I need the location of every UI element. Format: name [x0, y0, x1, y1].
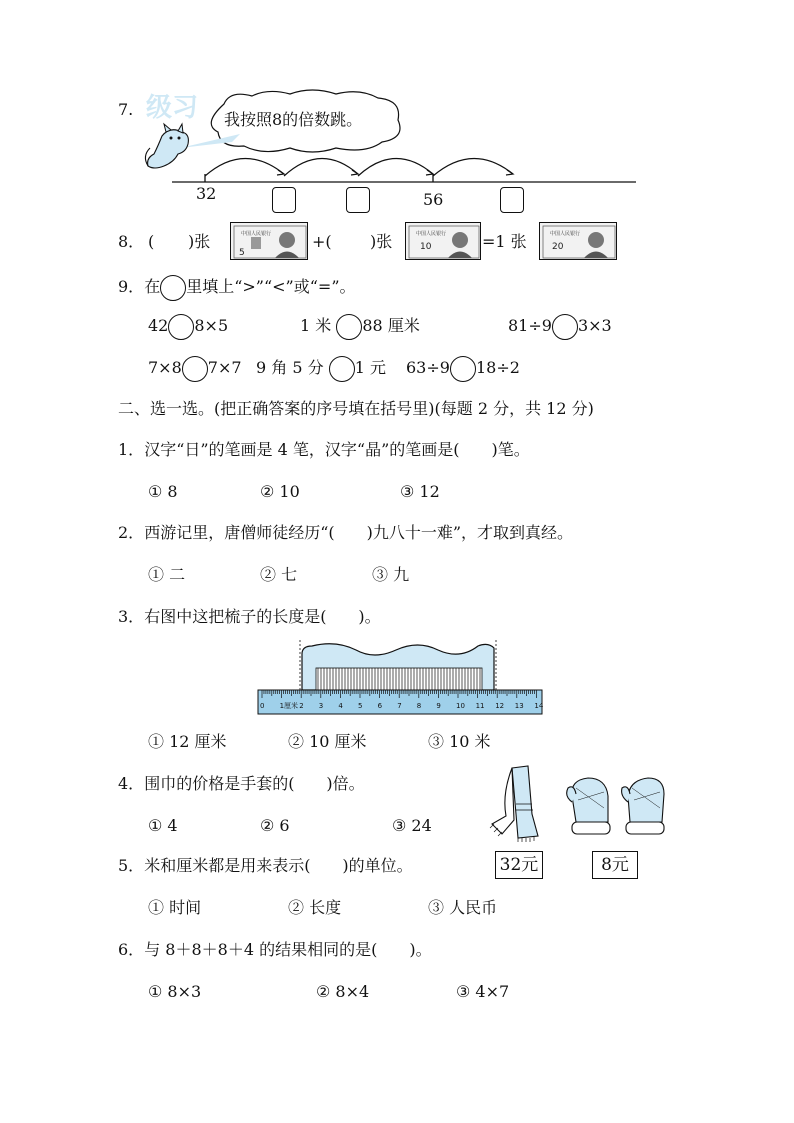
compare-right: 1 元 — [354, 358, 386, 377]
question-3 — [118, 607, 381, 627]
question-number: 2． — [118, 523, 145, 542]
question-text: 汉字“日”的笔画是 4 笔，汉字“晶”的笔画是( )笔。 — [144, 440, 530, 459]
question-text: 右图中这把梳子的长度是( )。 — [144, 607, 381, 626]
q9-prompt-end: 里填上“>”“<”或“=”。 — [186, 277, 356, 296]
left-mitten — [567, 778, 610, 834]
speech-bubble-text: 我按照8的倍数跳。 — [224, 110, 363, 129]
q4-option-1[interactable]: ① 4 — [148, 816, 178, 835]
q5-option-2[interactable]: ② 长度 — [288, 898, 342, 917]
ruler-label: 7 — [397, 702, 402, 710]
ruler-label: 1厘米 — [279, 702, 299, 710]
q1-option-2[interactable]: ② 10 — [260, 482, 300, 501]
q6-option-1[interactable]: ① 8×3 — [148, 982, 202, 1001]
jump-arc-2 — [284, 158, 358, 176]
emblem-icon — [251, 237, 261, 249]
q8-plus: +( — [312, 232, 332, 251]
banknote-5-yuan — [230, 222, 308, 260]
ruler-label: 9 — [436, 702, 441, 710]
jump-arc-4 — [433, 158, 513, 176]
ruler-label: 3 — [318, 702, 324, 710]
compare-item-1 — [148, 313, 228, 340]
compare-left: 9 角 5 分 — [256, 358, 324, 377]
q8-unit-2: )张 — [370, 232, 393, 251]
compare-right: 3×3 — [577, 316, 612, 335]
answer-box-3[interactable] — [500, 187, 524, 213]
q8-open-paren-1: ( — [148, 232, 155, 251]
compare-right: 8×5 — [194, 316, 229, 335]
answer-box-2[interactable] — [346, 187, 370, 213]
question-text: 围巾的价格是手套的( )倍。 — [144, 774, 365, 793]
ruler — [258, 690, 544, 714]
answer-box-1[interactable] — [272, 187, 296, 213]
question-5 — [118, 856, 413, 876]
compare-left: 7×8 — [148, 358, 182, 377]
compare-item-6 — [406, 355, 520, 382]
scarf-icon — [488, 764, 546, 842]
q9-prompt-start: 在 — [144, 277, 161, 296]
comb-and-ruler-figure — [256, 640, 546, 718]
q4-option-3[interactable]: ③ 24 — [392, 816, 432, 835]
compare-item-2 — [300, 313, 420, 340]
jump-arc-1 — [205, 158, 284, 176]
q8-equals: =1 张 — [482, 232, 527, 251]
q8-unit-1: )张 — [188, 232, 211, 251]
question-text: 与 8＋8＋8＋4 的结果相同的是( )。 — [144, 940, 432, 959]
right-mitten — [622, 778, 664, 834]
banknote-10-yuan — [405, 222, 481, 260]
ruler-label: 5 — [358, 702, 363, 710]
example-circle — [160, 275, 186, 301]
svg-text:中国人民银行: 中国人民银行 — [416, 231, 447, 237]
q4-option-2[interactable]: ② 6 — [260, 816, 290, 835]
gloves-price-tag: 8元 — [592, 851, 638, 879]
compare-right: 18÷2 — [475, 358, 520, 377]
ruler-label: 10 — [456, 702, 465, 710]
q2-option-1[interactable]: ① 二 — [148, 565, 186, 584]
question-1 — [118, 440, 530, 460]
question-text: 米和厘米都是用来表示( )的单位。 — [144, 856, 413, 875]
svg-text:中国人民银行: 中国人民银行 — [550, 231, 581, 237]
portrait-icon — [588, 232, 604, 248]
compare-left: 81÷9 — [508, 316, 552, 335]
q1-option-1[interactable]: ① 8 — [148, 482, 178, 501]
compare-right: 88 厘米 — [362, 316, 420, 335]
ruler-label: 0 — [260, 702, 265, 710]
tick-label-32: 32 — [196, 184, 217, 203]
question-number: 3． — [118, 607, 145, 626]
comb-icon — [302, 644, 494, 690]
ruler-label: 13 — [514, 702, 524, 710]
q5-option-1[interactable]: ① 时间 — [148, 898, 202, 917]
compare-circle-4[interactable] — [182, 356, 208, 382]
q3-option-2[interactable]: ② 10 厘米 — [288, 732, 367, 751]
scarf-price-tag: 32元 — [495, 851, 543, 879]
ruler-label: 2 — [299, 702, 304, 710]
compare-left: 1 米 — [300, 316, 332, 335]
banknote-20-yuan — [539, 222, 617, 260]
q8-number: 8． — [118, 232, 145, 251]
ruler-label: 14 — [534, 702, 544, 710]
q6-option-2[interactable]: ② 8×4 — [316, 982, 370, 1001]
denomination-label: 10 — [420, 242, 432, 252]
tick-label-56: 56 — [423, 190, 444, 209]
q2-option-3[interactable]: ③ 九 — [372, 565, 410, 584]
compare-circle-1[interactable] — [168, 314, 194, 340]
q6-option-3[interactable]: ③ 4×7 — [456, 982, 510, 1001]
ruler-label: 4 — [338, 702, 343, 710]
q2-option-2[interactable]: ② 七 — [260, 565, 298, 584]
question-4 — [118, 774, 365, 794]
q9-instruction — [118, 274, 356, 301]
question-number: 6． — [118, 940, 145, 959]
q5-option-3[interactable]: ③ 人民币 — [428, 898, 498, 917]
q3-option-1[interactable]: ① 12 厘米 — [148, 732, 227, 751]
question-2 — [118, 523, 573, 543]
compare-circle-5[interactable] — [329, 356, 355, 382]
question-6 — [118, 940, 432, 960]
compare-circle-6[interactable] — [450, 356, 476, 382]
question-number: 4． — [118, 774, 145, 793]
compare-item-4 — [148, 355, 242, 382]
ruler-label: 12 — [495, 702, 505, 710]
jump-arc-3 — [358, 158, 433, 176]
question-number: 5． — [118, 856, 145, 875]
section-2-heading: 二、选一选。(把正确答案的序号填在括号里)(每题 2 分，共 12 分) — [118, 399, 594, 418]
q7-number: 7. — [118, 100, 134, 119]
ruler-label: 6 — [377, 702, 383, 710]
compare-right: 7×7 — [207, 358, 242, 377]
q1-option-3[interactable]: ③ 12 — [400, 482, 440, 501]
q3-option-3[interactable]: ③ 10 米 — [428, 732, 491, 751]
denomination-label: 20 — [552, 242, 564, 252]
question-text: 西游记里，唐僧师徒经历“( )九八十一难”，才取到真经。 — [144, 523, 574, 542]
ruler-label: 11 — [475, 702, 485, 710]
portrait-icon — [452, 232, 468, 248]
number-line — [160, 148, 640, 208]
svg-text:中国人民银行: 中国人民银行 — [241, 231, 272, 237]
mittens-icon — [564, 776, 672, 838]
ruler-label: 8 — [416, 702, 422, 710]
compare-left: 63÷9 — [406, 358, 450, 377]
compare-item-5 — [256, 355, 386, 382]
decorative-logo-text: 级习 — [146, 93, 199, 123]
denomination-label: 5 — [239, 248, 245, 258]
compare-circle-2[interactable] — [336, 314, 362, 340]
compare-left: 42 — [148, 316, 169, 335]
compare-circle-3[interactable] — [552, 314, 578, 340]
compare-item-3 — [508, 313, 612, 340]
question-number: 1． — [118, 440, 145, 459]
portrait-icon — [279, 232, 295, 248]
q9-number: 9． — [118, 277, 145, 296]
